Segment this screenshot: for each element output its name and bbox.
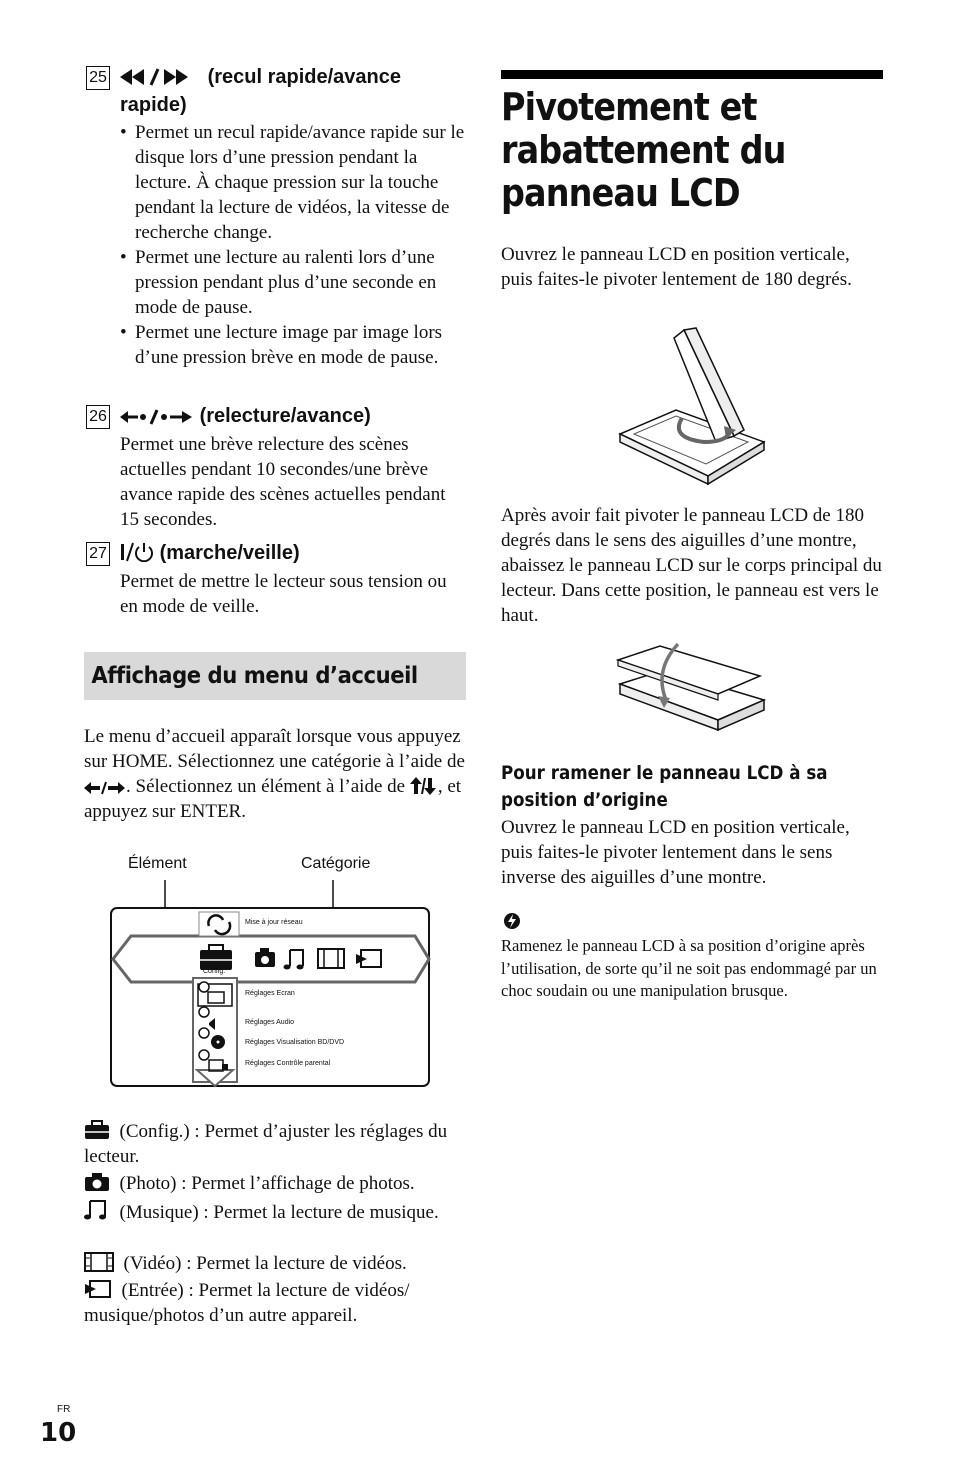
section-heading (84, 652, 466, 700)
intro-text-3: , et appuyez sur ENTER. (84, 776, 462, 822)
left-right-arrows-icon (84, 781, 126, 795)
legend-text: (Photo) : Permet l’affichage de photos. (119, 1173, 415, 1194)
lcd-folded-illustration (614, 640, 768, 734)
note-icon (502, 911, 522, 931)
item-26-title: (relecture/avance) (199, 405, 371, 427)
up-down-arrows-icon (410, 777, 438, 795)
item-26-heading (120, 402, 460, 430)
legend-input (84, 1278, 464, 1328)
return-subheading: Pour ramener le panneau LCD à sa position d’origine (501, 762, 828, 811)
item-25-title-cont: rapide) (120, 94, 187, 116)
legend-text: (Musique) : Permet la lecture de musique. (119, 1202, 439, 1223)
replay-advance-icon (120, 409, 194, 425)
intro-text-2: . Sélectionnez un élément à l’aide de (126, 776, 406, 797)
note-text: Ramenez le panneau LCD à sa position d’origine après l’utilisation, de sorte qu’il ne soit pas endommagé par un choc soudain ou une manipulation brusque. (501, 936, 877, 1000)
label-category: Catégorie (301, 855, 371, 872)
item-number-25: 25 (86, 66, 110, 90)
legend-text: (Config.) : Permet d’ajuster les réglages du lecteur. (84, 1121, 448, 1167)
music-note-icon (84, 1199, 110, 1221)
bullet-item: • Permet un recul rapide/avance rapide sur le disque lors d’une pression pendant la lecture. À chaque pression sur la touche pendant la lecture de vidéos, la vitesse de recherche change. (120, 120, 465, 245)
rotate-paragraph: Ouvrez le panneau LCD en position verticale, puis faites-le pivoter lentement de 180 degrés. (501, 244, 852, 290)
input-icon (84, 1279, 112, 1299)
legend-text: (Vidéo) : Permet la lecture de vidéos. (123, 1253, 407, 1274)
legend-text: (Entrée) : Permet la lecture de vidéos/ musique/photos d’un autre appareil. (84, 1280, 410, 1326)
legend-music (84, 1199, 464, 1225)
toolbox-icon (84, 1120, 110, 1140)
item-number-26: 26 (86, 405, 110, 429)
item-25-bullets (120, 120, 465, 370)
lcd-rotation-illustration (612, 326, 768, 490)
item-number-27: 27 (86, 542, 110, 566)
page-title: Pivotement et rabattement du panneau LCD (501, 85, 786, 215)
legend-config (84, 1119, 464, 1169)
item-27-heading (120, 539, 460, 567)
menu-row: Réglages Ecran (245, 990, 295, 997)
menu-row: Réglages Visualisation BD/DVD (245, 1039, 345, 1046)
legend-photo (84, 1171, 464, 1196)
camera-icon (84, 1172, 110, 1192)
language-label: FR (57, 1404, 71, 1415)
menu-config-label: Config. (203, 968, 226, 975)
menu-row: Réglages Audio (245, 1019, 295, 1026)
power-standby-icon (120, 542, 154, 562)
film-icon (84, 1252, 114, 1272)
menu-top-item: Mise à jour réseau (245, 919, 303, 926)
section-title: Affichage du menu d’accueil (91, 663, 418, 689)
item-27-title: (marche/veille) (159, 542, 300, 564)
home-menu-intro (84, 724, 466, 824)
menu-row: Réglages Contrôle parental (245, 1060, 331, 1067)
bullet-item: • Permet une lecture image par image lors d’une pression brève en mode de pause. (120, 320, 465, 370)
title-rule (501, 70, 883, 79)
fold-paragraph: Après avoir fait pivoter le panneau LCD de 180 degrés dans le sens des aiguilles d’une montre, abaissez le panneau LCD sur le corps principal du lecteur. Dans cette position, le panneau est vers le haut. (501, 505, 882, 626)
return-paragraph: Ouvrez le panneau LCD en position verticale, puis faites-le pivoter lentement dans le sens inverse des aiguilles d’une montre. (501, 817, 850, 888)
page-number: 10 (40, 1418, 77, 1448)
item-25-title: (recul rapide/avance (207, 66, 401, 88)
intro-text-1: Le menu d’accueil apparaît lorsque vous appuyez sur HOME. Sélectionnez une catégorie à l’aide de (84, 726, 465, 772)
label-element: Élément (128, 855, 187, 872)
item-27-text: Permet de mettre le lecteur sous tension ou en mode de veille. (120, 571, 447, 617)
item-25-heading (120, 63, 460, 119)
rewind-fastforward-icon (120, 68, 202, 86)
bullet-item: • Permet une lecture au ralenti lors d’une pression pendant plus d’une seconde en mode de pause. (120, 245, 465, 320)
item-26-text: Permet une brève relecture des scènes actuelles pendant 10 secondes/une brève avance rapide des scènes actuelles pendant 15 secondes. (120, 434, 446, 530)
legend-video (84, 1251, 464, 1276)
